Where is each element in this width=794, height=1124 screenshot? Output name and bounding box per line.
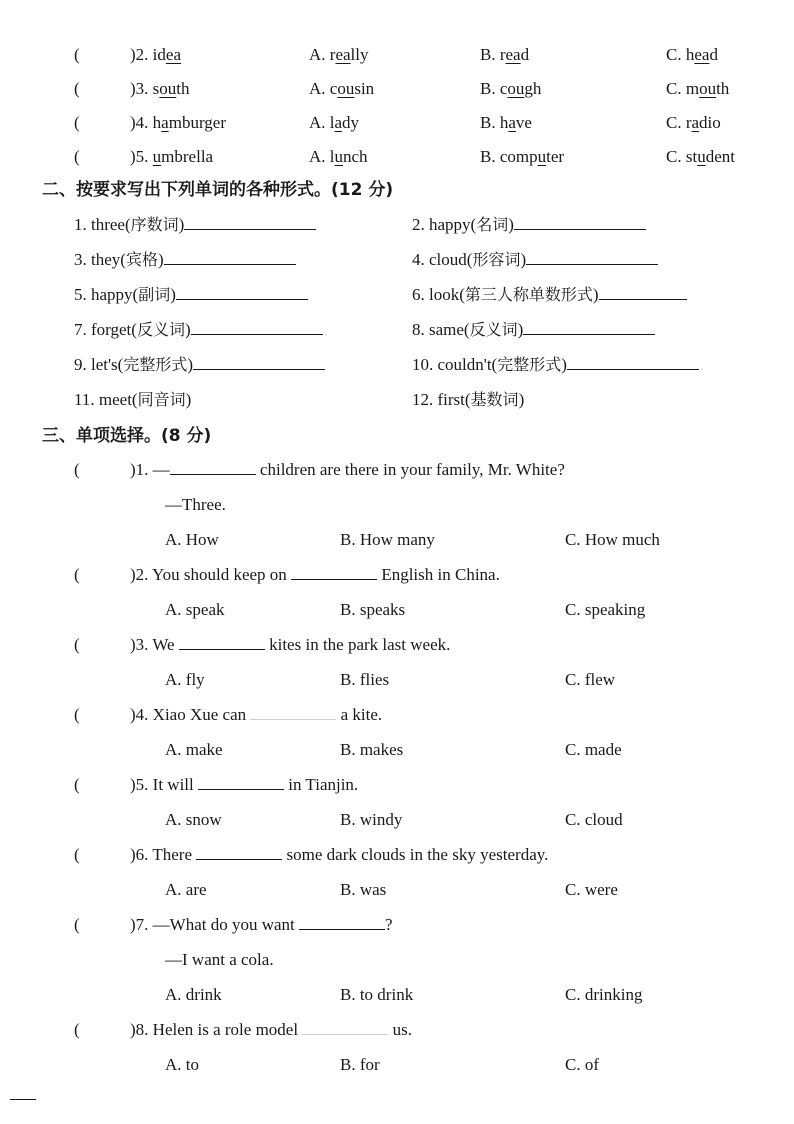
word-form-item: 7. forget(反义词) [74,315,323,345]
question-word: )5. umbrella [130,147,214,166]
option-b[interactable]: B. read [480,45,530,64]
mcq-question [0,910,794,940]
answer-blank[interactable] [526,246,658,265]
answer-blank[interactable] [514,211,646,230]
answer-bracket[interactable]: ( [74,565,80,584]
word-form-item: 12. first(基数词) [412,390,525,409]
option-a[interactable]: A. fly [165,670,205,689]
answer-blank[interactable] [191,316,323,335]
word-form-item: 9. let's(完整形式) [74,350,325,380]
phonics-item [0,40,794,70]
answer-blank[interactable] [567,351,699,370]
option-c[interactable]: C. mouth [666,79,730,98]
option-c[interactable]: C. head [666,45,718,64]
answer-blank[interactable] [196,841,282,860]
option-a[interactable]: A. How [165,530,219,549]
option-c[interactable]: C. were [565,880,618,899]
mcq-options [0,875,794,905]
answer-blank[interactable] [184,211,316,230]
reply-text: —Three. [165,495,226,514]
mcq-question [0,1015,794,1045]
mcq-question [0,700,794,730]
word-form-row [0,385,794,415]
answer-blank[interactable] [193,351,325,370]
question-text: )8. Helen is a role model us. [130,1015,412,1045]
word-form-row [0,350,794,380]
phonics-item [0,74,794,104]
option-c[interactable]: C. speaking [565,600,646,619]
mcq-reply [0,490,794,520]
answer-blank[interactable] [250,701,336,720]
option-a[interactable]: A. lunch [309,147,368,166]
question-word: )4. hamburger [130,113,227,132]
option-b[interactable]: B. computer [480,147,565,166]
mcq-options [0,980,794,1010]
option-b[interactable]: B. speaks [340,600,406,619]
answer-blank[interactable] [299,911,385,930]
option-b[interactable]: B. windy [340,810,403,829]
answer-bracket[interactable]: ( [74,635,80,654]
answer-blank[interactable] [176,281,308,300]
answer-blank[interactable] [291,561,377,580]
question-text: )2. You should keep on English in China. [130,560,500,590]
section2-heading: 二、按要求写出下列单词的各种形式。(12 分) [42,180,394,200]
word-form-item: 10. couldn't(完整形式) [412,350,699,380]
reply-text: —I want a cola. [165,950,274,969]
phonics-item [0,142,794,172]
answer-blank[interactable] [198,771,284,790]
option-b[interactable]: B. have [480,113,532,132]
option-c[interactable]: C. of [565,1055,599,1074]
option-c[interactable]: C. drinking [565,985,643,1004]
word-form-item: 6. look(第三人称单数形式) [412,280,687,310]
question-word: )3. south [130,79,190,98]
word-form-item: 5. happy(副词) [74,280,308,310]
question-text: )3. We kites in the park last week. [130,630,450,660]
answer-bracket[interactable]: ( [74,45,80,64]
word-form-row [0,315,794,345]
option-a[interactable]: A. are [165,880,207,899]
mcq-options [0,805,794,835]
mcq-options [0,735,794,765]
option-b[interactable]: B. makes [340,740,404,759]
answer-blank[interactable] [523,316,655,335]
mcq-question [0,630,794,660]
answer-bracket[interactable]: ( [74,915,80,934]
section3-heading: 三、单项选择。(8 分) [42,426,212,446]
option-a[interactable]: A. drink [165,985,222,1004]
phonics-item [0,108,794,138]
answer-bracket[interactable]: ( [74,460,80,479]
option-b[interactable]: B. cough [480,79,542,98]
word-form-row [0,280,794,310]
word-form-row [0,210,794,240]
mcq-question [0,770,794,800]
answer-blank[interactable] [179,631,265,650]
answer-blank[interactable] [164,246,296,265]
mcq-options [0,595,794,625]
option-c[interactable]: C. flew [565,670,616,689]
mcq-reply [0,945,794,975]
word-form-item: 11. meet(同音词) [74,390,192,409]
answer-bracket[interactable]: ( [74,79,80,98]
option-a[interactable]: A. really [309,45,369,64]
option-a[interactable]: A. speak [165,600,225,619]
word-form-item: 3. they(宾格) [74,245,296,275]
option-c[interactable]: C. cloud [565,810,623,829]
answer-bracket[interactable]: ( [74,1020,80,1039]
option-a[interactable]: A. make [165,740,223,759]
question-text: )4. Xiao Xue can a kite. [130,700,382,730]
answer-bracket[interactable]: ( [74,147,80,166]
page-footer-rule [10,1099,36,1100]
word-form-item: 8. same(反义词) [412,315,655,345]
mcq-question [0,560,794,590]
word-form-item: 1. three(序数词) [74,210,316,240]
answer-bracket[interactable]: ( [74,705,80,724]
option-b[interactable]: B. flies [340,670,390,689]
answer-blank[interactable] [170,456,256,475]
option-a[interactable]: A. to [165,1055,199,1074]
option-c[interactable]: C. radio [666,113,721,132]
word-form-item: 2. happy(名词) [412,210,646,240]
answer-bracket[interactable]: ( [74,113,80,132]
option-b[interactable]: B. How many [340,530,435,549]
mcq-options [0,525,794,555]
option-a[interactable]: A. snow [165,810,222,829]
question-text: )7. —What do you want ? [130,910,393,940]
answer-bracket[interactable]: ( [74,775,80,794]
option-c[interactable]: C. How much [565,530,660,549]
answer-bracket[interactable]: ( [74,845,80,864]
mcq-options [0,665,794,695]
option-c[interactable]: C. student [666,147,735,166]
question-text: )1. — children are there in your family, Mr. White? [130,455,565,485]
mcq-question [0,840,794,870]
mcq-options [0,1050,794,1080]
answer-blank[interactable] [599,281,687,300]
option-b[interactable]: B. was [340,880,387,899]
option-b[interactable]: B. to drink [340,985,414,1004]
option-a[interactable]: A. lady [309,113,360,132]
mcq-question [0,455,794,485]
question-word: )2. idea [130,45,181,64]
option-b[interactable]: B. for [340,1055,380,1074]
option-c[interactable]: C. made [565,740,622,759]
question-text: )5. It will in Tianjin. [130,770,358,800]
answer-blank[interactable] [302,1016,388,1035]
option-a[interactable]: A. cousin [309,79,375,98]
question-text: )6. There some dark clouds in the sky yesterday. [130,840,548,870]
word-form-item: 4. cloud(形容词) [412,245,658,275]
word-form-row [0,245,794,275]
